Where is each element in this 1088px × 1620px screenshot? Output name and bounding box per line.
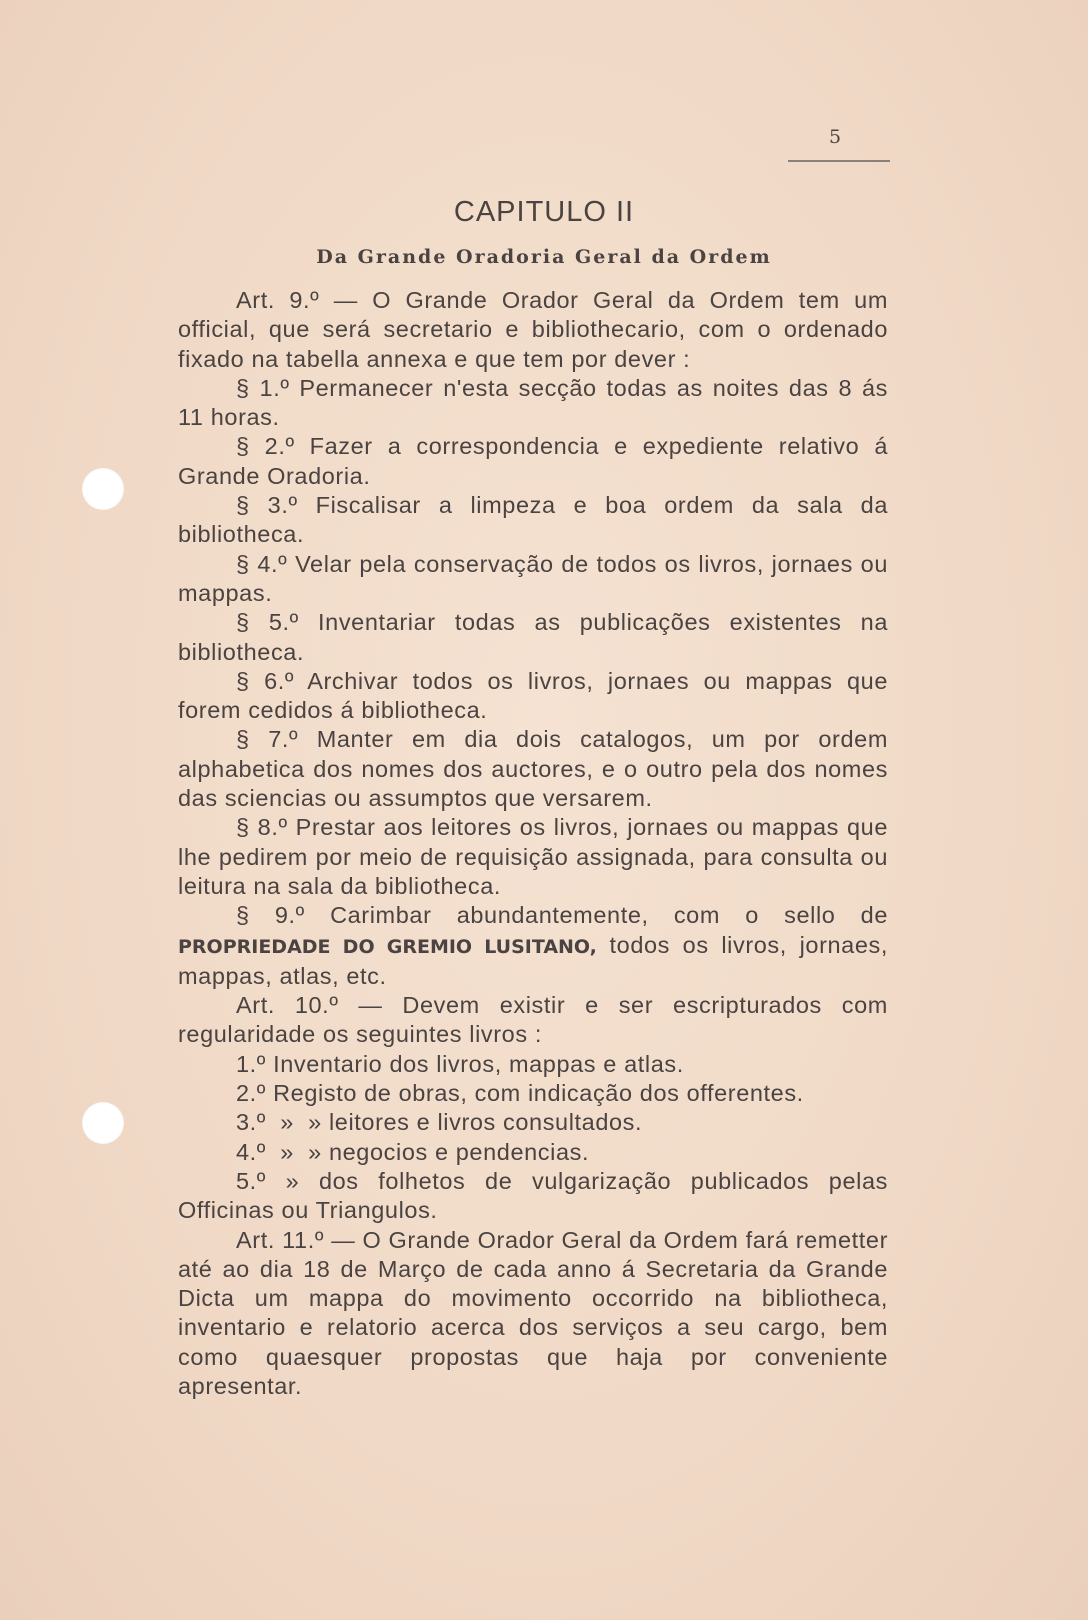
book-item-1: 1.º Inventario dos livros, mappas e atlas. — [236, 1050, 684, 1077]
book-item-5: 5.º » dos folhetos de vulgarização publicados pelas Officinas ou Triangulos. — [178, 1167, 888, 1224]
stamp-text: PROPRIEDADE DO GREMIO LUSITANO, — [178, 935, 597, 958]
article-9: Art. 9.º — O Grande Orador Geral da Ordem tem um official, que será secretario e bibliothecario, com o ordenado fixado na tabella annexa e que tem por dever : — [178, 287, 888, 372]
page-number: 5 — [828, 126, 842, 148]
paragraph-9-end: todos os livros, jornaes, mappas, atlas, etc. — [178, 931, 888, 989]
paragraph-6: § 6.º Archivar todos os livros, jornaes ou mappas que forem cedidos á bibliotheca. — [178, 667, 888, 724]
page-number-rule — [788, 160, 890, 162]
paragraph-3: § 3.º Fiscalisar a limpeza e boa ordem da sala da bibliotheca. — [178, 492, 888, 548]
paragraph-4: § 4.º Velar pela conservação de todos os livros, jornaes ou mappas. — [178, 550, 888, 606]
chapter-title: CAPITULO II — [453, 196, 635, 228]
paragraph-2: § 2.º Fazer a correspondencia e expediente relativo á Grande Oradoria. — [178, 433, 888, 489]
article-10: Art. 10.º — Devem existir e ser escripturados com regularidade os seguintes livros : — [178, 992, 888, 1048]
book-item-3: 3.º » » leitores e livros consultados. — [236, 1109, 643, 1136]
paragraph-1: § 1.º Permanecer n'esta secção todas as noites das 8 ás 11 horas. — [178, 374, 888, 431]
book-item-4: 4.º » » negocios e pendencias. — [236, 1138, 590, 1165]
punch-hole-bottom — [82, 1102, 124, 1144]
paragraph-9-start: § 9.º Carimbar abundantemente, com o sello de — [236, 902, 888, 929]
paragraph-7: § 7.º Manter em dia dois catalogos, um por ordem alphabetica dos nomes dos auctores, e o outro pela dos nomes das sciencias ou assumptos que versarem. — [178, 726, 888, 812]
body-text — [178, 286, 888, 1401]
book-item-2: 2.º Registo de obras, com indicação dos offerentes. — [236, 1080, 804, 1107]
paragraph-9 — [178, 901, 888, 991]
article-11: Art. 11.º — O Grande Orador Geral da Ordem fará remetter até ao dia 18 de Março de cada anno á Secretaria da Grande Dicta um mappa do movimento occorrido na bibliotheca, inventario e relatorio acerca dos serviços a seu cargo, bem como quaesquer propostas que haja por conveniente apresentar. — [178, 1226, 888, 1399]
section-title: Da Grande Oradoria Geral da Ordem — [316, 246, 772, 268]
paragraph-5: § 5.º Inventariar todas as publicações existentes na bibliotheca. — [178, 609, 888, 665]
punch-hole-top — [82, 468, 124, 510]
paragraph-8: § 8.º Prestar aos leitores os livros, jornaes ou mappas que lhe pedirem por meio de requisição assignada, para consulta ou leitura na sala da bibliotheca. — [178, 814, 888, 899]
